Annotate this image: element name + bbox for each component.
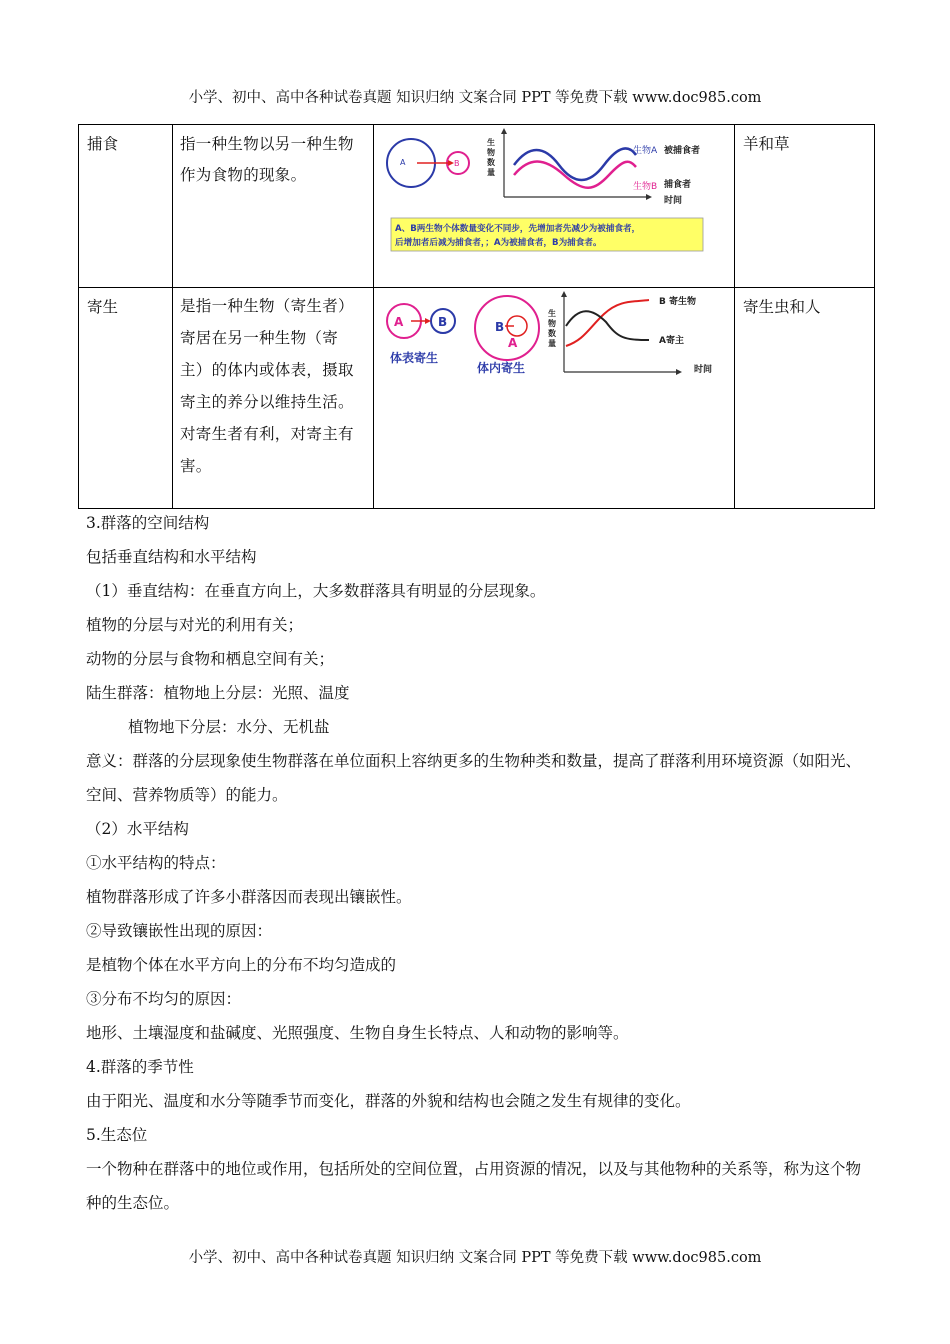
subsection-title: （2）水平结构 [86, 820, 189, 838]
section-title: 4.群落的季节性 [86, 1058, 194, 1076]
y-axis-label: 生 物 数 量 [487, 138, 495, 177]
relation-desc-cell [173, 125, 374, 288]
page-header: 小学、初中、高中各种试卷真题 知识归纳 文案合同 PPT 等免费下载 www.doc985.com [188, 90, 762, 106]
example-cell [735, 125, 875, 288]
page-footer: 小学、初中、高中各种试卷真题 知识归纳 文案合同 PPT 等免费下载 www.doc985.com [188, 1250, 762, 1266]
circle-b-label: B [454, 159, 460, 168]
paragraph: 一个物种在群落中的地位或作用，包括所处的空间位置，占用资源的情况，以及与其他物种的关系等，称为这个物种的生态位。 [86, 1160, 862, 1212]
example: 羊和草 [743, 135, 790, 153]
paragraph: 地形、土壤湿度和盐碱度、光照强度、生物自身生长特点、人和动物的影响等。 [86, 1024, 629, 1042]
y-axis-arrow-icon [561, 291, 567, 297]
paragraph: 植物地下分层：水分、无机盐 [128, 718, 330, 736]
x-axis-arrow-icon [646, 194, 652, 200]
relation-name-cell [79, 288, 173, 509]
predation-diagram [374, 125, 732, 283]
relation-name: 寄生 [87, 298, 119, 316]
paragraph: 由于阳光、温度和水分等随季节而变化，群落的外貌和结构也会随之发生有规律的变化。 [86, 1092, 691, 1110]
section-title: 3.群落的空间结构 [86, 514, 210, 532]
subsection-title: （1）垂直结构：在垂直方向上，大多数群落具有明显的分层现象。 [86, 582, 546, 600]
relation-name: 捕食 [87, 135, 119, 153]
external-host-label: A [394, 315, 404, 329]
x-axis-label: 时间 [664, 196, 683, 206]
parasitism-diagram [374, 288, 732, 398]
series-b-line [514, 162, 636, 188]
series-a-label: 生物A [633, 146, 658, 156]
note-line: 后增加者后减为捕食者，；A为被捕食者，B为捕食者。 [395, 238, 602, 248]
external-parasite-label: B [438, 315, 448, 329]
circle-a-label: A [400, 158, 406, 167]
relationship-table [78, 124, 875, 509]
paragraph: ①水平结构的特点： [86, 854, 226, 872]
paragraph: 是植物个体在水平方向上的分布不均匀造成的 [86, 956, 397, 974]
section-title: 5.生态位 [86, 1126, 148, 1144]
y-axis-arrow-icon [501, 128, 507, 134]
note-line: A、B两生物个体数量变化不同步，先增加者先减少为被捕食者， [395, 224, 641, 234]
example: 寄生虫和人 [743, 298, 821, 316]
host-series-label: A寄主 [659, 336, 684, 346]
host-series-line [566, 311, 649, 340]
table-row [79, 125, 875, 288]
paragraph: 意义：群落的分层现象使生物群落在单位面积上容纳更多的生物种类和数量，提高了群落利用环境资源（如阳光、空间、营养物质等）的能力。 [86, 752, 862, 804]
paragraph: 植物群落形成了许多小群落因而表现出镶嵌性。 [86, 888, 412, 906]
arrow-head-icon [425, 318, 431, 324]
diagram-cell [374, 288, 735, 509]
relation-desc-cell [173, 288, 374, 509]
series-b-label: 生物B [633, 182, 658, 192]
parasite-series-label: B 寄生物 [659, 297, 696, 307]
desc-line: 是指一种生物（寄生者） [180, 297, 354, 315]
diagram-cell [374, 125, 735, 288]
relation-name-cell [79, 125, 173, 288]
desc-line: 害。 [180, 457, 212, 475]
internal-host-label: A [508, 336, 518, 350]
paragraph: ③分布不均匀的原因： [86, 990, 242, 1008]
paragraph: 包括垂直结构和水平结构 [86, 548, 257, 566]
y-axis-label: 生 物 数 量 [548, 309, 556, 348]
desc-line: 对寄生者有利，对寄主有 [180, 425, 354, 443]
paragraph: ②导致镶嵌性出现的原因： [86, 922, 273, 940]
desc-line: 主）的体内或体表，摄取 [180, 361, 354, 379]
desc-line: 寄主的养分以维持生活。 [180, 393, 354, 411]
internal-parasitism-label: 体内寄生 [477, 361, 526, 375]
body-content [86, 506, 876, 1220]
desc-line: 作为食物的现象。 [180, 166, 307, 184]
example-cell [735, 288, 875, 509]
table-row [79, 288, 875, 509]
paragraph: 陆生群落：植物地上分层：光照、温度 [86, 684, 350, 702]
external-parasitism-label: 体表寄生 [390, 351, 439, 365]
desc-line: 寄居在另一种生物（寄 [180, 329, 339, 347]
paragraph: 动物的分层与食物和栖息空间有关； [86, 650, 335, 668]
series-b-role: 捕食者 [664, 180, 692, 190]
series-a-role: 被捕食者 [664, 146, 701, 156]
x-axis-label: 时间 [694, 365, 713, 375]
desc-line: 指一种生物以另一种生物 [180, 135, 354, 153]
x-axis-arrow-icon [676, 369, 682, 375]
internal-parasite-label: B [495, 320, 505, 334]
series-a-line [514, 148, 636, 180]
paragraph: 植物的分层与对光的利用有关； [86, 616, 304, 634]
